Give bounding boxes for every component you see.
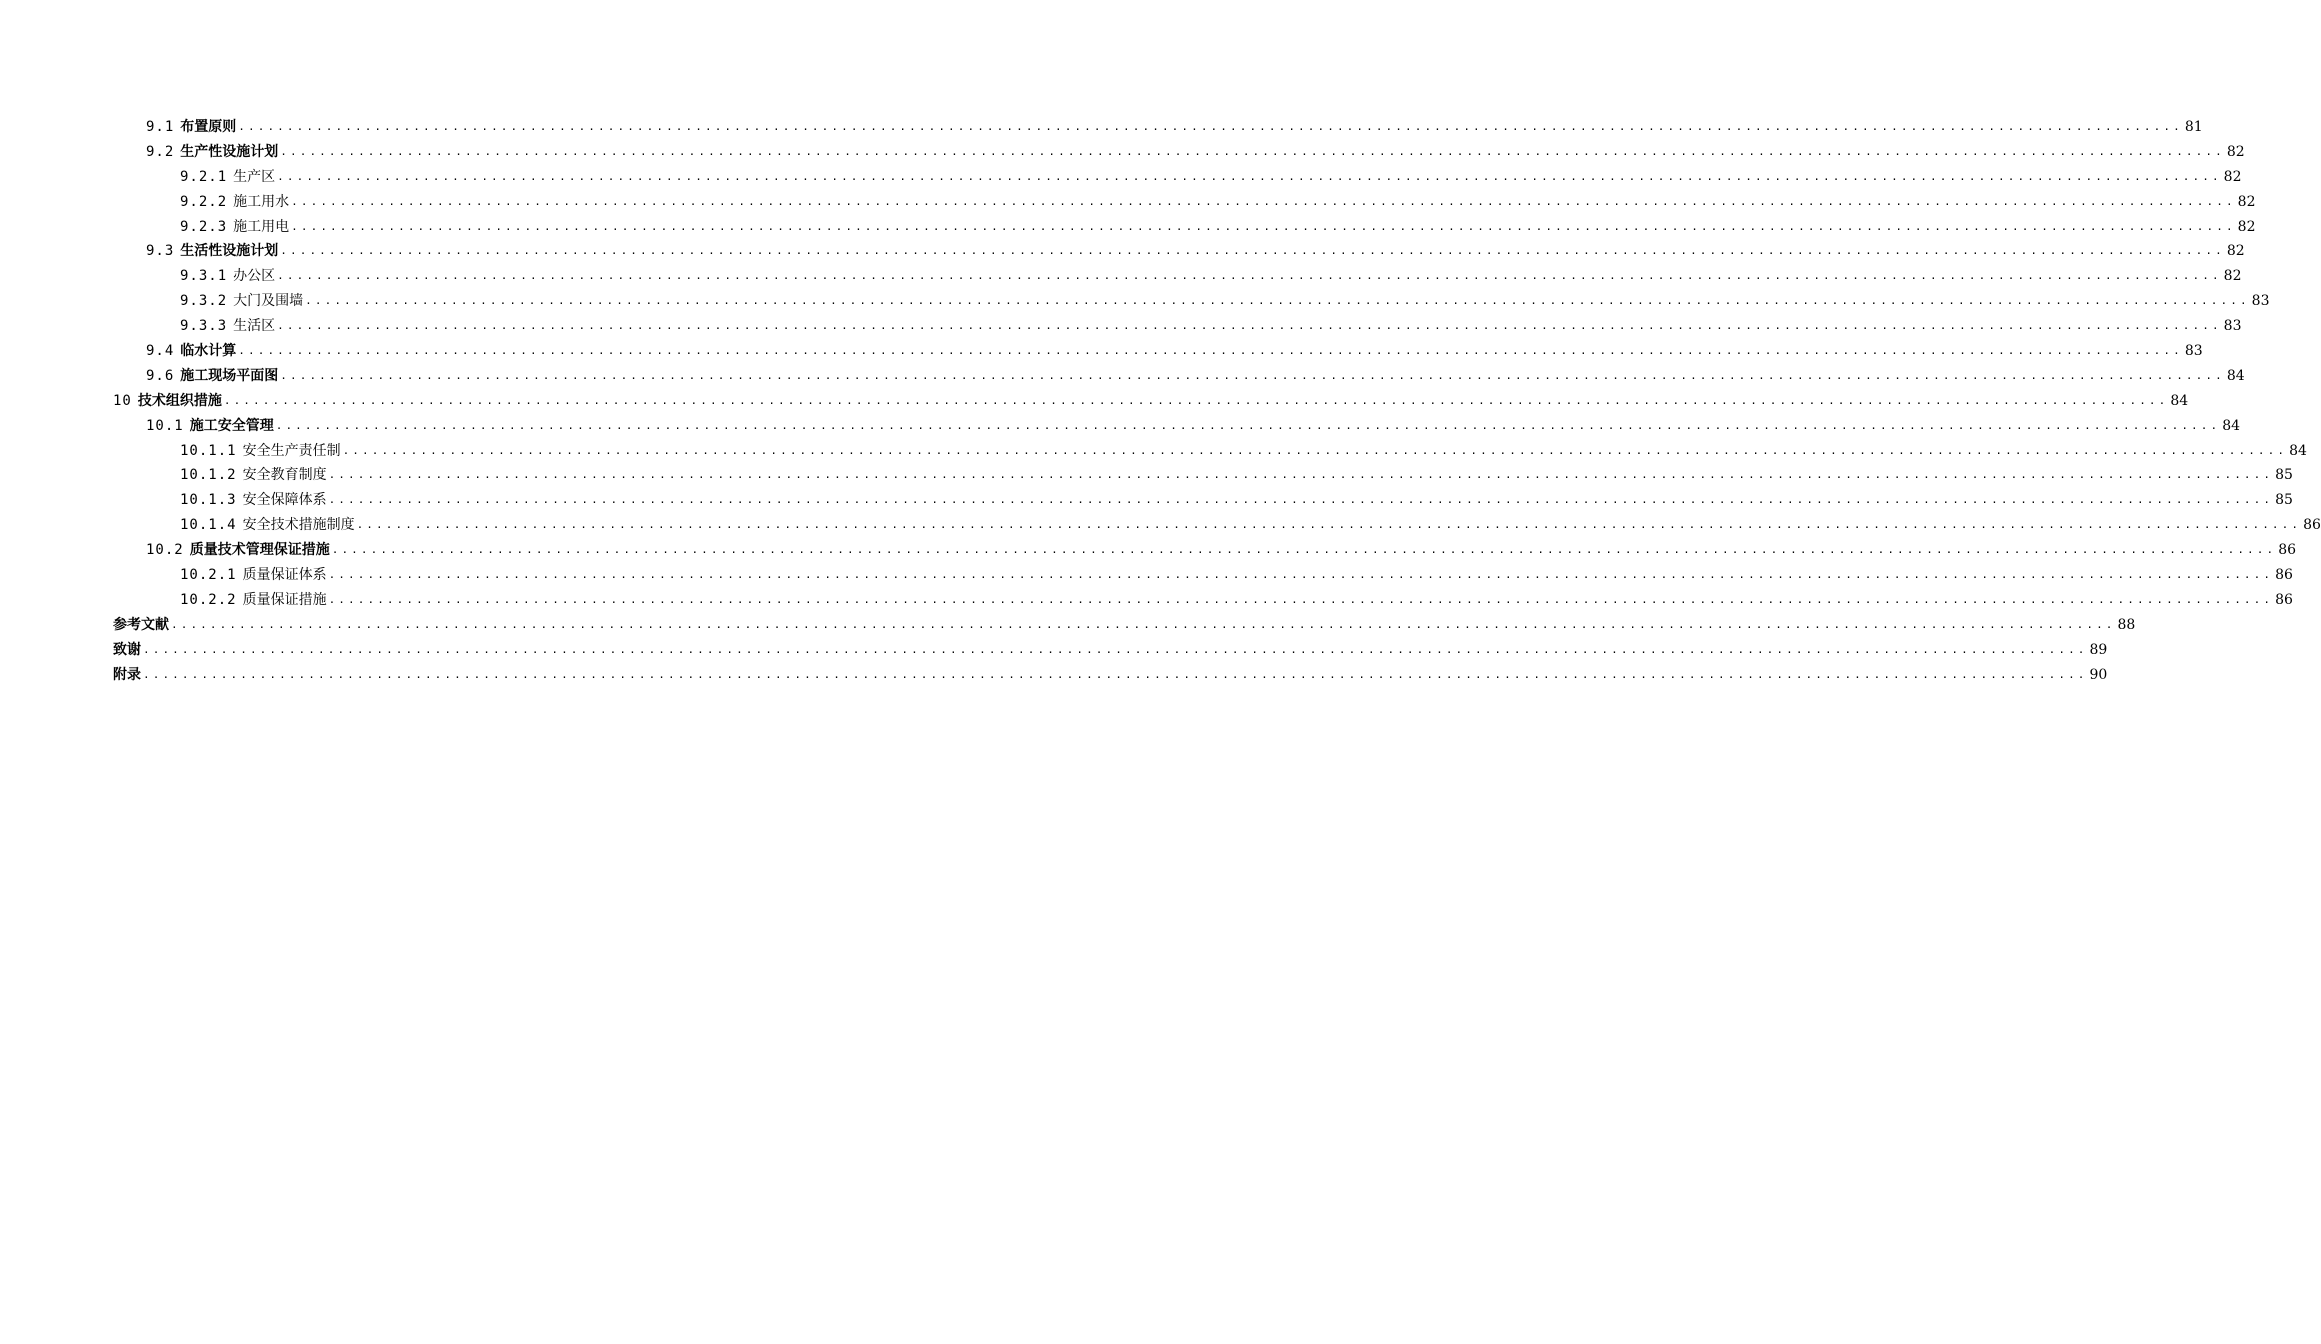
toc-entry[interactable] <box>0 140 2245 165</box>
toc-entry-page-number: 83 <box>2223 318 2242 335</box>
dot-leader: ........................................................................................................................................................................................................ <box>291 219 2236 233</box>
toc-entry-title: 参考文献 <box>113 616 169 633</box>
dot-leader: ........................................................................................................................................................................................................ <box>143 642 2088 656</box>
toc-entry-title: 大门及围墙 <box>233 293 304 310</box>
toc-entry-title: 质量保证体系 <box>242 567 327 584</box>
toc-entry[interactable] <box>0 638 2108 663</box>
toc-entry-page-number: 85 <box>2275 492 2293 509</box>
toc-entry-number: 10.2.1 <box>180 567 237 584</box>
toc-entry-page-number: 83 <box>2251 293 2270 310</box>
dot-leader: ........................................................................................................................................................................................................ <box>328 468 2274 482</box>
toc-entry-number: 10.1.4 <box>180 517 237 534</box>
toc-entry-title: 临水计算 <box>180 343 237 360</box>
dot-leader: ........................................................................................................................................................................................................ <box>277 169 2222 183</box>
toc-entry-page-number: 82 <box>2237 193 2256 210</box>
toc-entry-title: 施工用电 <box>233 218 290 235</box>
toc-entry[interactable] <box>0 488 2293 513</box>
toc-entry[interactable] <box>0 563 2293 588</box>
toc-entry-number: 9.6 <box>146 367 175 384</box>
toc-entry-title: 布置原则 <box>180 119 237 135</box>
dot-leader: ........................................................................................................................................................................................................ <box>238 344 2183 358</box>
toc-entry-title: 安全保障体系 <box>242 492 327 509</box>
toc-entry[interactable] <box>0 513 2321 538</box>
toc-entry-page-number: 86 <box>2278 542 2297 559</box>
toc-entry[interactable] <box>0 364 2245 389</box>
toc-entry-title: 生活区 <box>233 318 276 335</box>
toc-entry-page-number: 82 <box>2237 218 2256 235</box>
toc-entry-title: 生产性设施计划 <box>180 143 279 160</box>
toc-entry-number: 9.4 <box>146 343 175 360</box>
toc-entry-number: 9.3.2 <box>180 293 228 310</box>
toc-entry-number: 9.2 <box>146 143 175 160</box>
toc-entry-page-number: 88 <box>2117 616 2136 633</box>
toc-entry[interactable] <box>0 613 2136 638</box>
toc-entry-title: 致谢 <box>113 641 141 658</box>
toc-entry-number: 9.2.2 <box>180 193 228 210</box>
toc-entry-page-number: 84 <box>2170 392 2189 409</box>
dot-leader: ........................................................................................................................................................................................................ <box>328 568 2274 582</box>
toc-entry-page-number: 81 <box>2184 119 2203 135</box>
toc-entry-page-number: 83 <box>2184 343 2203 360</box>
toc-entry[interactable] <box>0 264 2242 289</box>
toc-entry-page-number: 84 <box>2222 417 2241 434</box>
toc-entry[interactable] <box>0 165 2242 190</box>
dot-leader: ........................................................................................................................................................................................................ <box>328 592 2274 606</box>
toc-entry-number: 9.3.3 <box>180 318 228 335</box>
table-of-contents <box>0 115 2321 687</box>
dot-leader: ........................................................................................................................................................................................................ <box>280 368 2225 382</box>
dot-leader: ........................................................................................................................................................................................................ <box>143 667 2088 681</box>
toc-entry-number: 10.1.3 <box>180 492 237 509</box>
toc-entry[interactable] <box>0 239 2245 264</box>
toc-entry-page-number: 82 <box>2226 243 2245 260</box>
dot-leader: ........................................................................................................................................................................................................ <box>277 319 2222 333</box>
toc-entry[interactable] <box>0 538 2297 563</box>
toc-entry-title: 施工用水 <box>233 193 290 210</box>
dot-leader: ........................................................................................................................................................................................................ <box>331 543 2277 557</box>
dot-leader: ........................................................................................................................................................................................................ <box>238 120 2183 133</box>
toc-entry-number: 9.2.1 <box>180 168 228 185</box>
toc-entry-title: 施工现场平面图 <box>180 367 279 384</box>
toc-entry[interactable] <box>0 215 2256 240</box>
toc-entry-number: 10 <box>113 392 132 409</box>
toc-entry-page-number: 82 <box>2223 168 2242 185</box>
toc-entry-title: 生活性设施计划 <box>180 243 279 260</box>
dot-leader: ........................................................................................................................................................................................................ <box>171 617 2116 631</box>
toc-entry-page-number: 82 <box>2223 268 2242 285</box>
toc-entry-title: 安全生产责任制 <box>242 442 341 459</box>
toc-entry[interactable] <box>0 389 2189 414</box>
toc-entry-page-number: 84 <box>2226 367 2245 384</box>
toc-entry[interactable] <box>0 588 2293 613</box>
toc-entry-number: 9.3 <box>146 243 175 260</box>
toc-entry[interactable] <box>0 663 2108 688</box>
toc-entry-title: 质量技术管理保证措施 <box>189 542 330 559</box>
toc-entry-number: 10.2 <box>146 542 184 559</box>
dot-leader: ........................................................................................................................................................................................................ <box>356 518 2302 532</box>
toc-entry-title: 施工安全管理 <box>189 417 274 434</box>
dot-leader: ........................................................................................................................................................................................................ <box>328 493 2274 507</box>
toc-entry[interactable] <box>0 463 2293 488</box>
toc-entry-page-number: 86 <box>2275 591 2293 608</box>
toc-entry-number: 9.3.1 <box>180 268 228 285</box>
dot-leader: ........................................................................................................................................................................................................ <box>223 393 2169 407</box>
dot-leader: ........................................................................................................................................................................................................ <box>277 269 2222 283</box>
toc-entry-title: 安全教育制度 <box>242 467 327 484</box>
toc-entry-title: 办公区 <box>233 268 276 285</box>
toc-entry-page-number: 85 <box>2275 467 2293 484</box>
toc-entry[interactable] <box>0 190 2256 215</box>
toc-entry-page-number: 89 <box>2089 641 2108 658</box>
toc-entry[interactable] <box>0 289 2270 314</box>
dot-leader: ........................................................................................................................................................................................................ <box>342 443 2288 457</box>
toc-entry-title: 生产区 <box>233 168 276 185</box>
toc-entry[interactable] <box>0 314 2242 339</box>
toc-entry-page-number: 90 <box>2089 666 2108 683</box>
toc-entry-number: 9.1 <box>146 119 175 135</box>
toc-entry-number: 10.1 <box>146 417 184 434</box>
toc-entry-title: 附录 <box>113 666 141 683</box>
toc-entry-title: 质量保证措施 <box>242 591 327 608</box>
dot-leader: ........................................................................................................................................................................................................ <box>280 244 2225 258</box>
toc-entry[interactable] <box>0 439 2307 464</box>
dot-leader: ........................................................................................................................................................................................................ <box>305 294 2250 308</box>
toc-entry-title: 技术组织措施 <box>137 392 222 409</box>
toc-entry-number: 10.1.2 <box>180 467 237 484</box>
toc-entry-page-number: 86 <box>2275 567 2293 584</box>
toc-entry-title: 安全技术措施制度 <box>242 517 355 534</box>
toc-entry[interactable] <box>0 339 2203 364</box>
toc-entry-number: 10.1.1 <box>180 442 237 459</box>
toc-entry[interactable] <box>0 115 2203 140</box>
dot-leader: ........................................................................................................................................................................................................ <box>275 418 2221 432</box>
toc-entry-page-number: 86 <box>2303 517 2321 534</box>
toc-entry-page-number: 82 <box>2226 143 2245 160</box>
toc-entry-page-number: 84 <box>2289 442 2307 459</box>
toc-entry[interactable] <box>0 414 2241 439</box>
toc-entry-number: 9.2.3 <box>180 218 228 235</box>
dot-leader: ........................................................................................................................................................................................................ <box>280 144 2225 158</box>
dot-leader: ........................................................................................................................................................................................................ <box>291 194 2236 208</box>
toc-entry-number: 10.2.2 <box>180 591 237 608</box>
